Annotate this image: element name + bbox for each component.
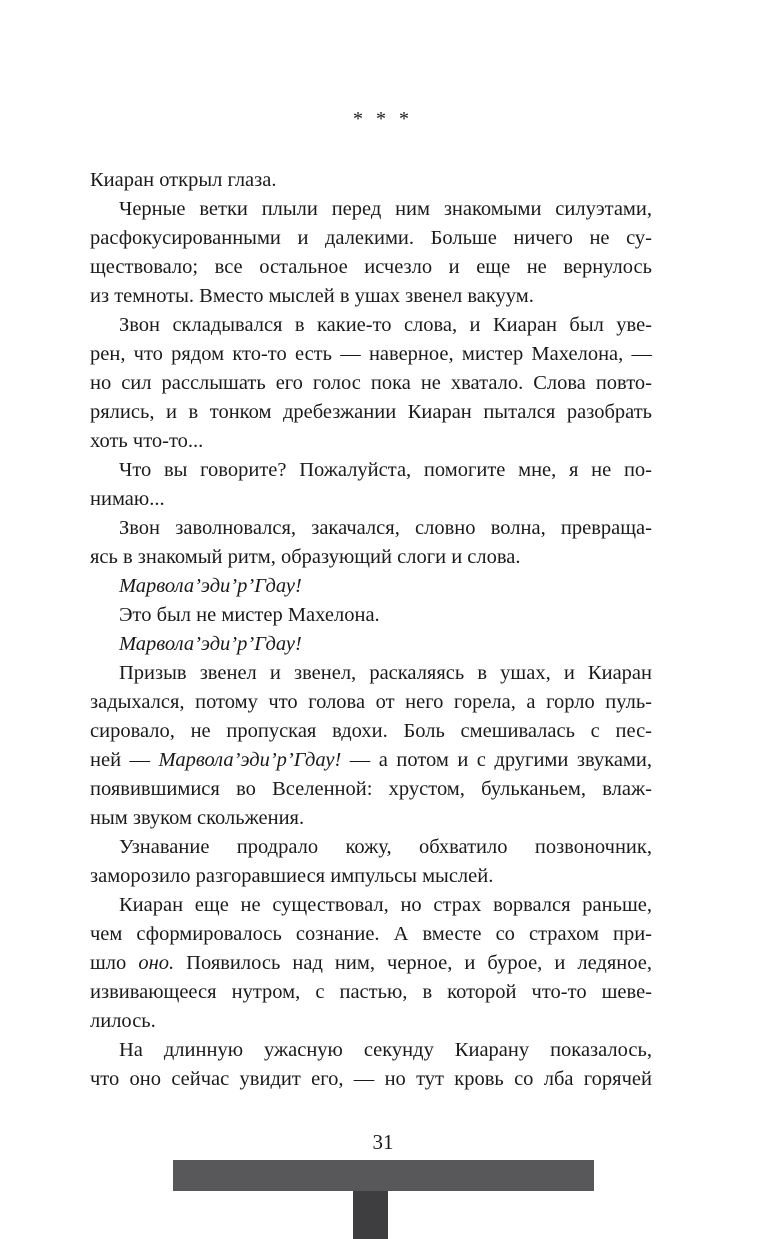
text-line: На длинную ужасную секунду Киарану показалось, bbox=[119, 1039, 652, 1061]
text-line: но сил расслышать его голос пока не хватало. Слова повто- bbox=[90, 372, 652, 394]
text-line: из темноты. Вместо мыслей в ушах звенел вакуум. bbox=[90, 285, 534, 307]
text-line: Звон складывался в какие-то слова, и Киаран был уве- bbox=[119, 314, 652, 336]
text-line: нимаю... bbox=[90, 488, 165, 510]
section-separator: * * * bbox=[353, 108, 413, 130]
text-line: Призыв звенел и звенел, раскаляясь в ушах, и Киаран bbox=[119, 662, 652, 684]
text-line: рен, что рядом кто-то есть — наверное, мистер Махелона, — bbox=[90, 343, 652, 365]
text-line bbox=[90, 572, 652, 601]
text-fragment: ней — bbox=[90, 749, 159, 771]
text-line: Что вы говорите? Пожалуйста, помогите мне, я не по- bbox=[119, 459, 652, 481]
text-line: хоть что-то... bbox=[90, 430, 204, 452]
text-fragment: шло bbox=[90, 952, 139, 974]
text-line: Киаран открыл глаза. bbox=[90, 169, 277, 191]
italic-phrase: Марвола’эди’р’Гдау! bbox=[119, 633, 302, 655]
footer-bar bbox=[173, 1160, 594, 1191]
page-number: 31 bbox=[372, 1130, 394, 1154]
text-line: что оно сейчас увидит его, — но тут кровь со лба горячей bbox=[90, 1068, 652, 1090]
italic-phrase: Марвола’эди’р’Гдау! bbox=[158, 749, 342, 771]
text-line: лилось. bbox=[90, 1010, 156, 1032]
text-line: появившимися во Вселенной: хрустом, бульканьем, влаж- bbox=[90, 778, 652, 800]
italic-word: оно. bbox=[138, 952, 175, 974]
body-text bbox=[90, 166, 652, 1094]
text-line: ным звуком скольжения. bbox=[90, 807, 305, 829]
italic-phrase: Марвола’эди’р’Гдау! bbox=[119, 575, 302, 597]
text-line: извивающееся нутром, с пастью, в которой что-то шеве- bbox=[90, 981, 652, 1003]
text-line: сировало, не пропуская вдохи. Боль смешивалась с пес- bbox=[90, 720, 652, 742]
footer-tab bbox=[353, 1191, 388, 1239]
text-line: Это был не мистер Махелона. bbox=[119, 604, 380, 626]
text-line: чем сформировалось сознание. А вместе со страхом при- bbox=[90, 923, 652, 945]
text-line: ясь в знакомый ритм, образующий слоги и слова. bbox=[90, 546, 521, 568]
text-line: заморозило разгоравшиеся импульсы мыслей. bbox=[90, 865, 494, 887]
text-line: Звон заволновался, закачался, словно волна, превраща- bbox=[119, 517, 652, 539]
text-line: рялись, и в тонком дребезжании Киаран пытался разобрать bbox=[90, 401, 652, 423]
text-line: Киаран еще не существовал, но страх ворвался раньше, bbox=[119, 894, 652, 916]
text-line bbox=[90, 630, 652, 659]
text-fragment: — а потом и с другими звуками, bbox=[341, 749, 653, 771]
text-line: ществовало; все остальное исчезло и еще не вернулось bbox=[90, 256, 652, 278]
text-line: задыхался, потому что голова от него горела, а горло пуль- bbox=[90, 691, 652, 713]
text-line: Узнавание продрало кожу, обхватило позвоночник, bbox=[119, 836, 652, 858]
text-fragment: Появилось над ним, черное, и бурое, и ледяное, bbox=[174, 952, 652, 974]
text-line: Черные ветки плыли перед ним знакомыми силуэтами, bbox=[119, 198, 652, 220]
text-line: расфокусированными и далекими. Больше ничего не су- bbox=[90, 227, 652, 249]
text-line bbox=[90, 746, 652, 775]
text-line bbox=[90, 949, 652, 978]
